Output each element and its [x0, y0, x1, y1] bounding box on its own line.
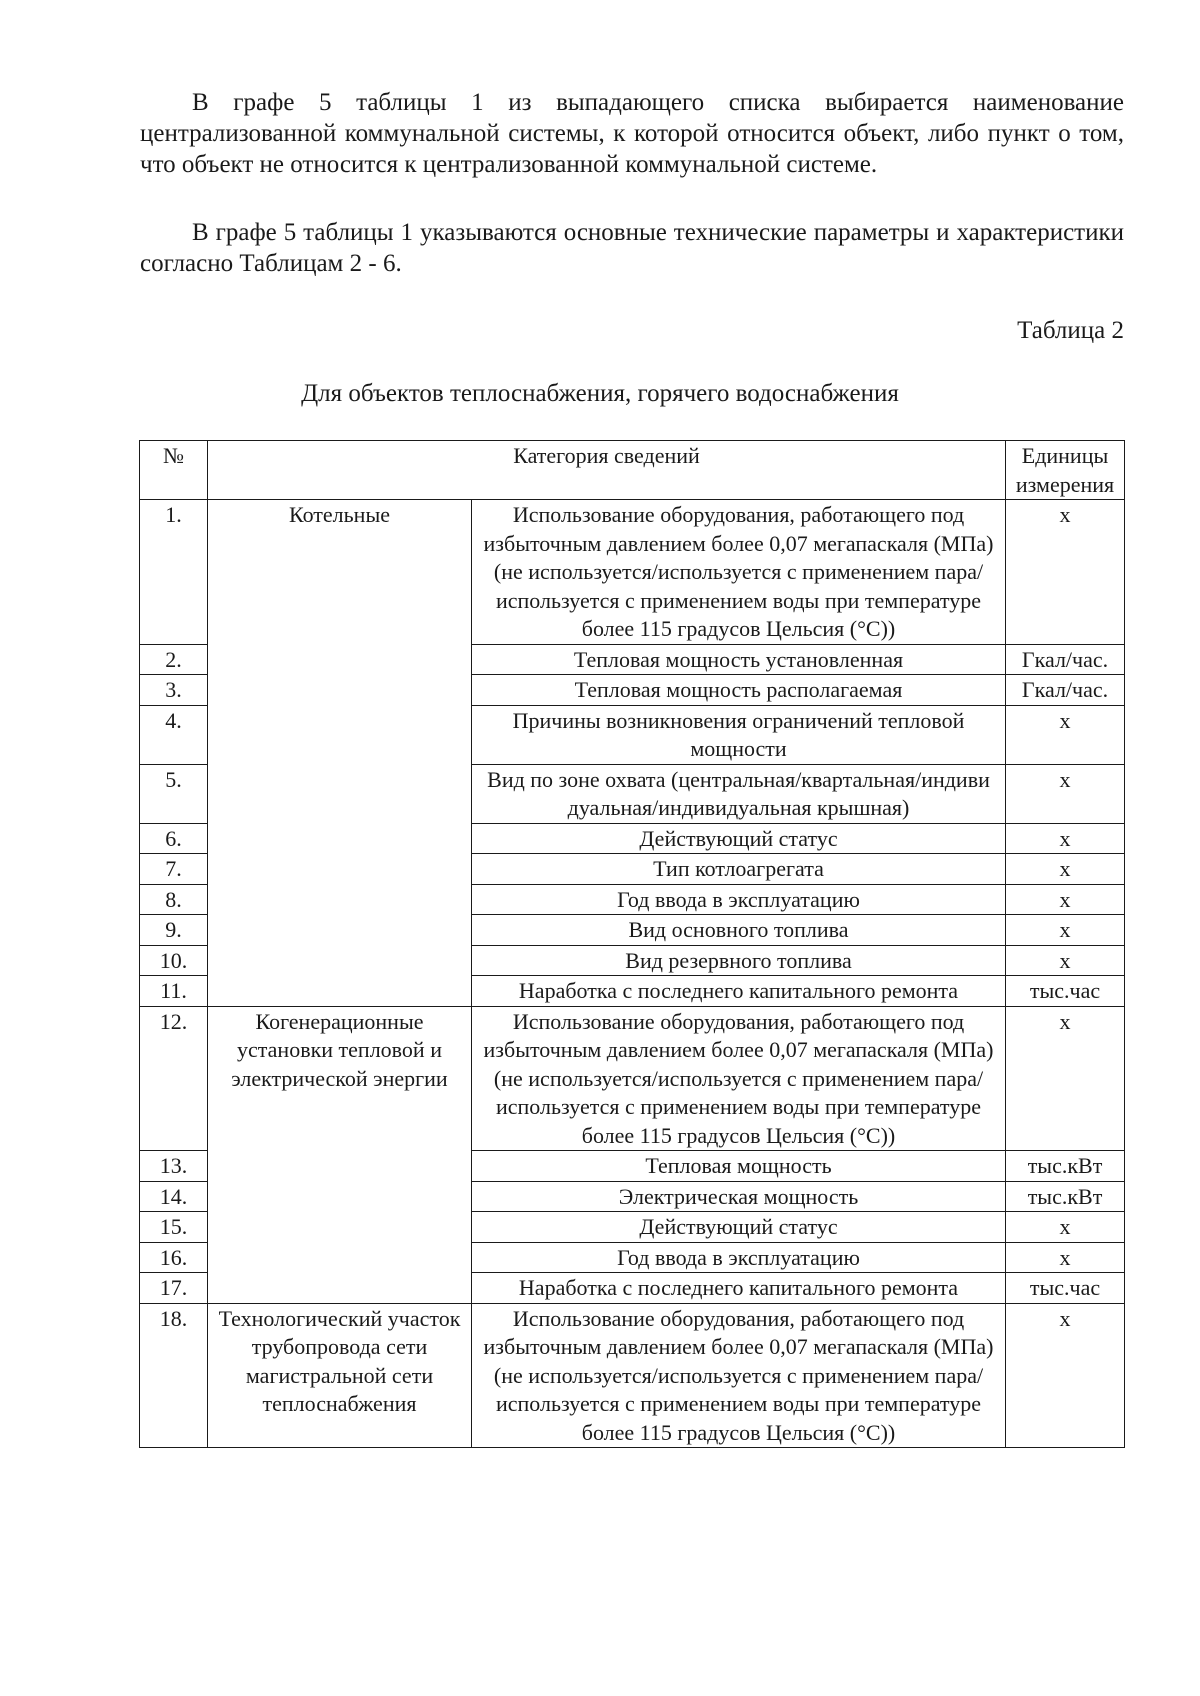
parameter-unit: x	[1006, 1242, 1125, 1273]
table-title: Для объектов теплоснабжения, горячего водоснабжения	[301, 380, 899, 407]
row-number: 8.	[140, 884, 208, 915]
parameter-description: Тепловая мощность установленная	[472, 644, 1006, 675]
parameter-unit: тыс.час	[1006, 1273, 1125, 1304]
parameter-description: Причины возникновения ограничений тепловой мощности	[472, 705, 1006, 764]
parameter-unit: Гкал/час.	[1006, 644, 1125, 675]
parameter-description: Тепловая мощность располагаемая	[472, 675, 1006, 706]
paragraph-column-5-parameters: В графе 5 таблицы 1 указываются основные технические параметры и характеристики согласно Таблицам 2 - 6.	[140, 219, 1124, 277]
parameter-description: Наработка с последнего капитального ремонта	[472, 976, 1006, 1007]
row-number: 9.	[140, 915, 208, 946]
table-row	[140, 1006, 1125, 1151]
table-header-row	[140, 441, 1125, 500]
parameter-description: Тип котлоагрегата	[472, 854, 1006, 885]
parameter-unit: x	[1006, 915, 1125, 946]
object-category: Когенерационные установки тепловой и электрической энергии	[208, 1006, 472, 1303]
parameter-unit: x	[1006, 854, 1125, 885]
parameter-unit: тыс.кВт	[1006, 1181, 1125, 1212]
parameter-description: Тепловая мощность	[472, 1151, 1006, 1182]
parameter-unit: тыс.час	[1006, 976, 1125, 1007]
parameter-description: Использование оборудования, работающего под избыточным давлением более 0,07 мегапаскаля (МПа) (не используется/используется с применением пара/используется с применением воды при температуре более 115 градусов Цельсия (°C))	[472, 1006, 1006, 1151]
object-category: Технологический участок трубопровода сети магистральной сети теплоснабжения	[208, 1303, 472, 1448]
row-number: 16.	[140, 1242, 208, 1273]
row-number: 3.	[140, 675, 208, 706]
parameter-description: Использование оборудования, работающего под избыточным давлением более 0,07 мегапаскаля (МПа) (не используется/используется с применением пара/используется с применением воды при температуре более 115 градусов Цельсия (°C))	[472, 500, 1006, 645]
row-number: 12.	[140, 1006, 208, 1151]
parameter-description: Наработка с последнего капитального ремонта	[472, 1273, 1006, 1304]
row-number: 2.	[140, 644, 208, 675]
table-row	[140, 1303, 1125, 1448]
parameter-description: Год ввода в эксплуатацию	[472, 884, 1006, 915]
row-number: 15.	[140, 1212, 208, 1243]
parameter-unit: x	[1006, 764, 1125, 823]
parameter-unit: x	[1006, 1303, 1125, 1448]
parameter-unit: x	[1006, 1006, 1125, 1151]
row-number: 17.	[140, 1273, 208, 1304]
parameters-table	[139, 440, 1125, 1448]
table-row	[140, 500, 1125, 645]
parameter-description: Вид основного топлива	[472, 915, 1006, 946]
object-category: Котельные	[208, 500, 472, 1007]
header-num: №	[140, 441, 208, 500]
paragraph-column-5-system: В графе 5 таблицы 1 из выпадающего списка выбирается наименование централизованной коммунальной системы, к которой относится объект, либо пункт о том, что объект не относится к централизованной коммунальной системе.	[140, 89, 1124, 178]
parameter-description: Год ввода в эксплуатацию	[472, 1242, 1006, 1273]
parameter-unit: x	[1006, 1212, 1125, 1243]
row-number: 7.	[140, 854, 208, 885]
parameter-description: Электрическая мощность	[472, 1181, 1006, 1212]
row-number: 1.	[140, 500, 208, 645]
header-category: Категория сведений	[208, 441, 1006, 500]
parameter-description: Действующий статус	[472, 1212, 1006, 1243]
row-number: 4.	[140, 705, 208, 764]
parameter-description: Использование оборудования, работающего под избыточным давлением более 0,07 мегапаскаля (МПа) (не используется/используется с применением пара/используется с применением воды при температуре более 115 градусов Цельсия (°C))	[472, 1303, 1006, 1448]
parameter-unit: x	[1006, 500, 1125, 645]
table-label: Таблица 2	[1017, 317, 1124, 344]
parameter-unit: x	[1006, 823, 1125, 854]
parameter-unit: x	[1006, 945, 1125, 976]
row-number: 6.	[140, 823, 208, 854]
row-number: 5.	[140, 764, 208, 823]
parameter-unit: Гкал/час.	[1006, 675, 1125, 706]
parameter-description: Вид по зоне охвата (центральная/квартальная/индиви дуальная/индивидуальная крышная)	[472, 764, 1006, 823]
row-number: 11.	[140, 976, 208, 1007]
parameter-unit: x	[1006, 705, 1125, 764]
parameter-unit: тыс.кВт	[1006, 1151, 1125, 1182]
header-units: Единицы измерения	[1006, 441, 1125, 500]
parameter-description: Вид резервного топлива	[472, 945, 1006, 976]
row-number: 10.	[140, 945, 208, 976]
row-number: 13.	[140, 1151, 208, 1182]
row-number: 14.	[140, 1181, 208, 1212]
row-number: 18.	[140, 1303, 208, 1448]
parameter-unit: x	[1006, 884, 1125, 915]
parameter-description: Действующий статус	[472, 823, 1006, 854]
